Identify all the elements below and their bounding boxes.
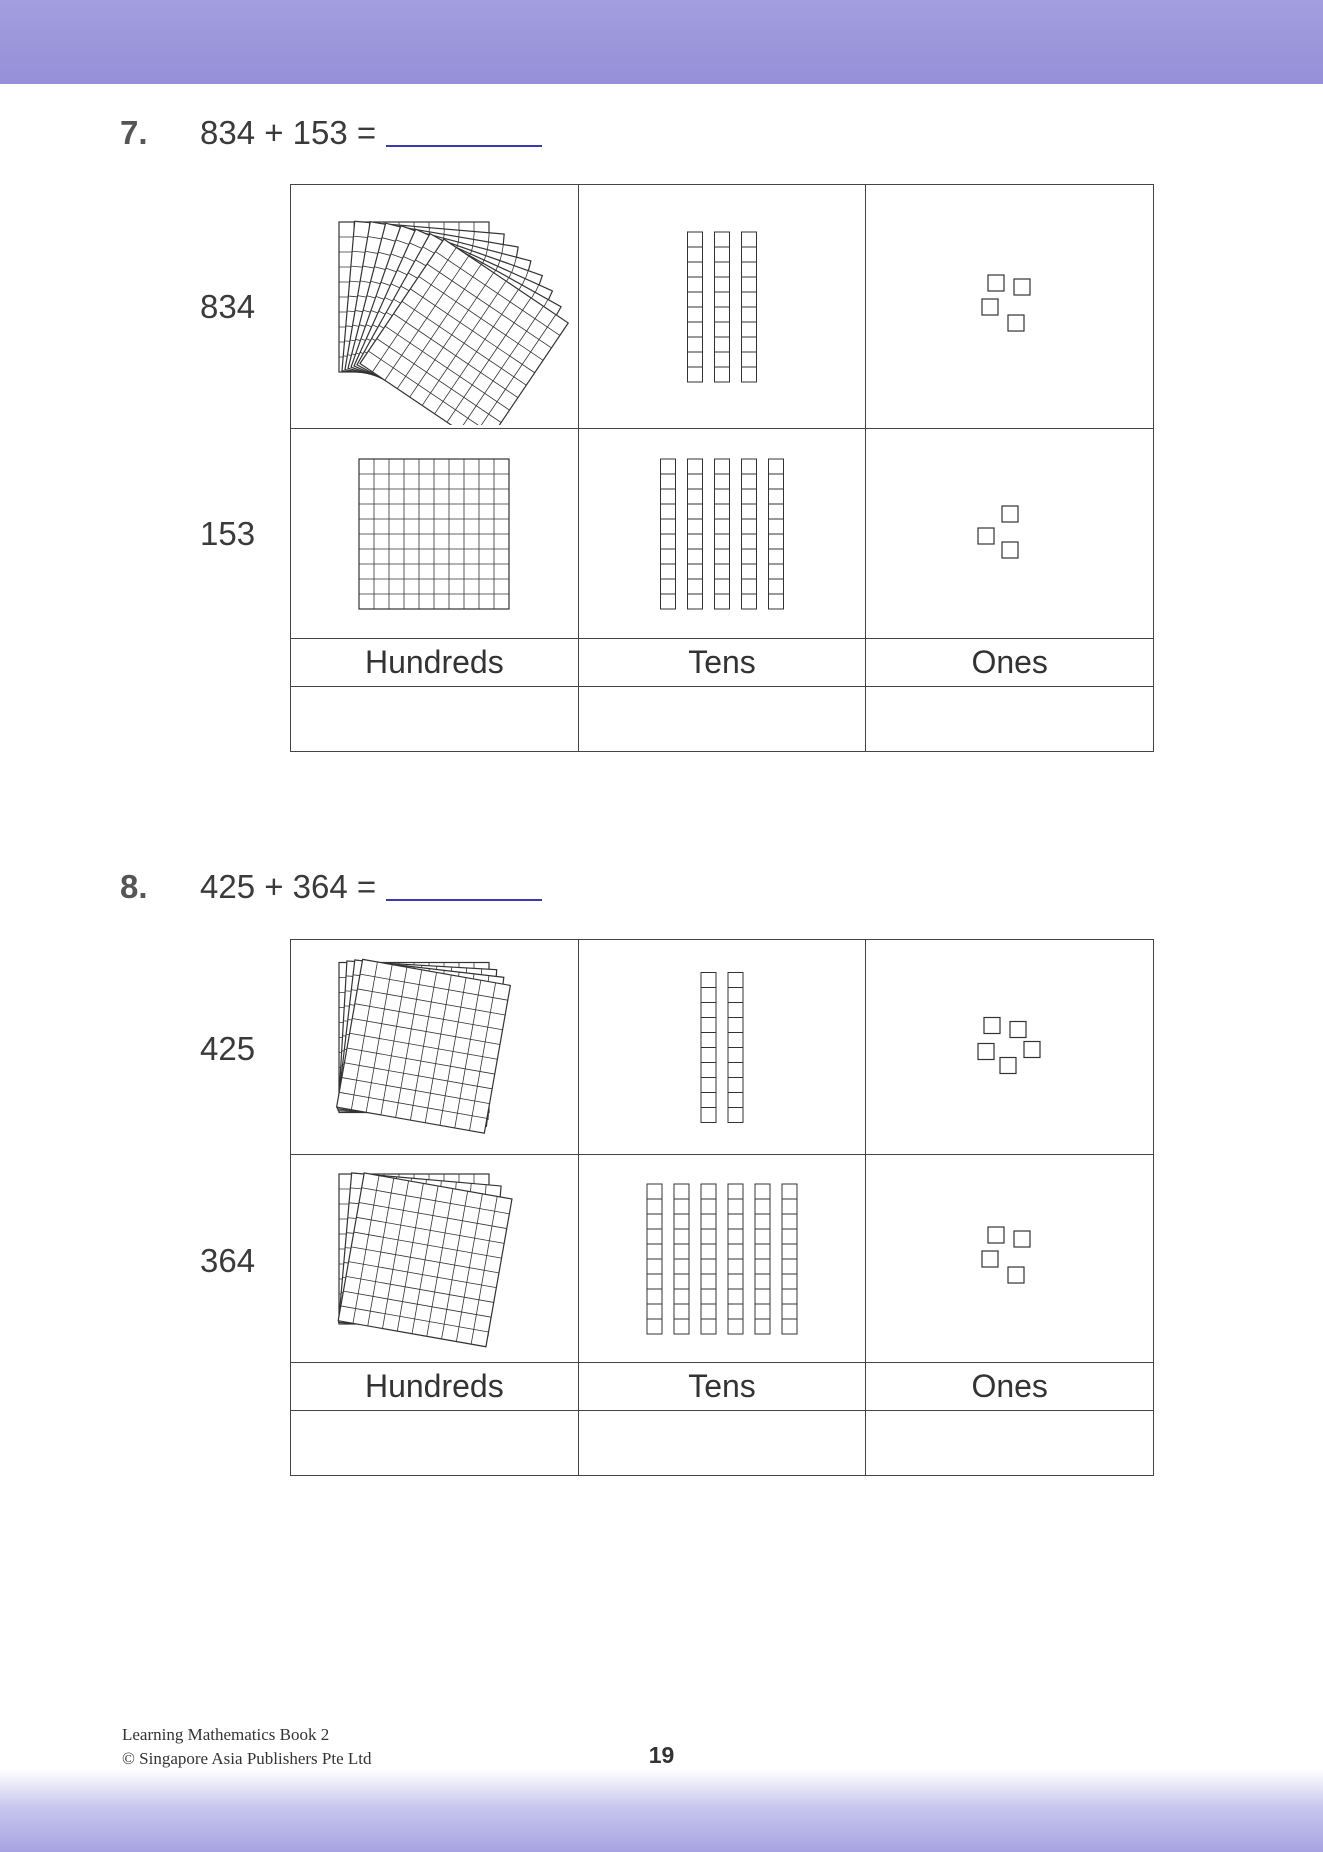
hundreds-cell: [291, 429, 579, 638]
answer-blank[interactable]: [386, 899, 542, 901]
column-header-hundreds: Hundreds: [291, 1363, 579, 1410]
one-cube: [988, 1227, 1004, 1243]
one-cubes: [870, 433, 1150, 635]
ten-rod: [728, 1184, 743, 1334]
tens-cell: [579, 940, 867, 1154]
answer-cell-hundreds[interactable]: [291, 687, 579, 751]
question-equation: 834 + 153 =: [200, 114, 377, 151]
tens-cell: [579, 185, 867, 428]
one-cube: [1002, 542, 1018, 558]
one-cubes: [870, 189, 1150, 425]
page-number: 19: [648, 1742, 675, 1768]
answer-blank[interactable]: [386, 145, 542, 147]
column-header-tens: Tens: [579, 639, 867, 686]
ten-rod: [688, 459, 703, 609]
book-title: Learning Mathematics Book 2: [122, 1725, 330, 1744]
ten-rod: [742, 232, 757, 382]
ten-rod: [715, 232, 730, 382]
column-header-ones: Ones: [971, 644, 1048, 680]
answer-row: [291, 687, 1153, 751]
question-number: 7.: [120, 114, 148, 151]
hundreds-cell: [291, 1155, 579, 1362]
top-color-band: [0, 0, 1323, 84]
one-cube: [1008, 1267, 1024, 1283]
ten-rods: [582, 433, 862, 635]
table-row: [291, 185, 1153, 429]
ten-rod: [674, 1184, 689, 1334]
one-cube: [982, 299, 998, 315]
answer-cell-hundreds[interactable]: [291, 1411, 579, 1475]
bottom-color-band: [0, 1770, 1323, 1852]
hundreds-cell: [291, 940, 579, 1154]
answer-row: [291, 1411, 1153, 1475]
row-label-addend-1: 834: [200, 288, 256, 325]
one-cube: [982, 1251, 998, 1267]
one-cube: [1024, 1041, 1040, 1057]
ones-cell: [866, 940, 1153, 1154]
place-value-table-7: [290, 184, 1154, 752]
ten-rod: [769, 459, 784, 609]
table-row: [291, 1155, 1153, 1363]
ten-rods: [582, 189, 862, 425]
ten-rod: [782, 1184, 797, 1334]
question-equation: 425 + 364 =: [200, 868, 377, 905]
ten-rod: [701, 972, 716, 1122]
hundred-flat: [337, 959, 511, 1133]
row-label-addend-1: 425: [200, 1030, 256, 1067]
answer-cell-ones[interactable]: [866, 1411, 1153, 1475]
one-cube: [1010, 1021, 1026, 1037]
one-cube: [1000, 1057, 1016, 1073]
ones-cell: [866, 429, 1153, 638]
ten-rod: [647, 1184, 662, 1334]
hundred-flats: [294, 944, 574, 1151]
one-cube: [984, 1017, 1000, 1033]
answer-cell-ones[interactable]: [866, 687, 1153, 751]
one-cube: [1014, 1231, 1030, 1247]
ten-rod: [701, 1184, 716, 1334]
hundred-flats: [294, 189, 574, 425]
column-header-ones: Ones: [971, 1368, 1048, 1404]
table-header-row: [291, 1363, 1153, 1411]
one-cube: [988, 275, 1004, 291]
ten-rod: [755, 1184, 770, 1334]
copyright: © Singapore Asia Publishers Pte Ltd: [122, 1749, 372, 1768]
tens-cell: [579, 429, 867, 638]
ten-rod: [728, 972, 743, 1122]
question-7: [120, 108, 542, 158]
hundred-flats: [294, 1159, 574, 1359]
one-cube: [1008, 315, 1024, 331]
column-header-hundreds: Hundreds: [291, 639, 579, 686]
table-row: [291, 940, 1153, 1155]
ten-rods: [582, 944, 862, 1151]
one-cube: [1014, 279, 1030, 295]
answer-cell-tens[interactable]: [579, 687, 867, 751]
ten-rod: [688, 232, 703, 382]
row-label-addend-2: 153: [200, 515, 256, 552]
hundreds-cell: [291, 185, 579, 428]
answer-cell-tens[interactable]: [579, 1411, 867, 1475]
one-cube: [1002, 506, 1018, 522]
ten-rod: [715, 459, 730, 609]
table-row: [291, 429, 1153, 639]
one-cube: [978, 528, 994, 544]
one-cubes: [870, 1159, 1150, 1359]
ten-rod: [742, 459, 757, 609]
hundred-flats: [294, 433, 574, 635]
table-header-row: [291, 639, 1153, 687]
hundred-flat: [359, 459, 509, 609]
one-cubes: [870, 944, 1150, 1151]
question-8: [120, 862, 542, 912]
hundred-flat: [339, 1172, 513, 1346]
ten-rod: [661, 459, 676, 609]
question-number: 8.: [120, 868, 148, 905]
column-header-tens: Tens: [579, 1363, 867, 1410]
place-value-table-8: [290, 939, 1154, 1476]
ten-rods: [582, 1159, 862, 1359]
ones-cell: [866, 185, 1153, 428]
one-cube: [978, 1043, 994, 1059]
ones-cell: [866, 1155, 1153, 1362]
row-label-addend-2: 364: [200, 1242, 256, 1279]
tens-cell: [579, 1155, 867, 1362]
